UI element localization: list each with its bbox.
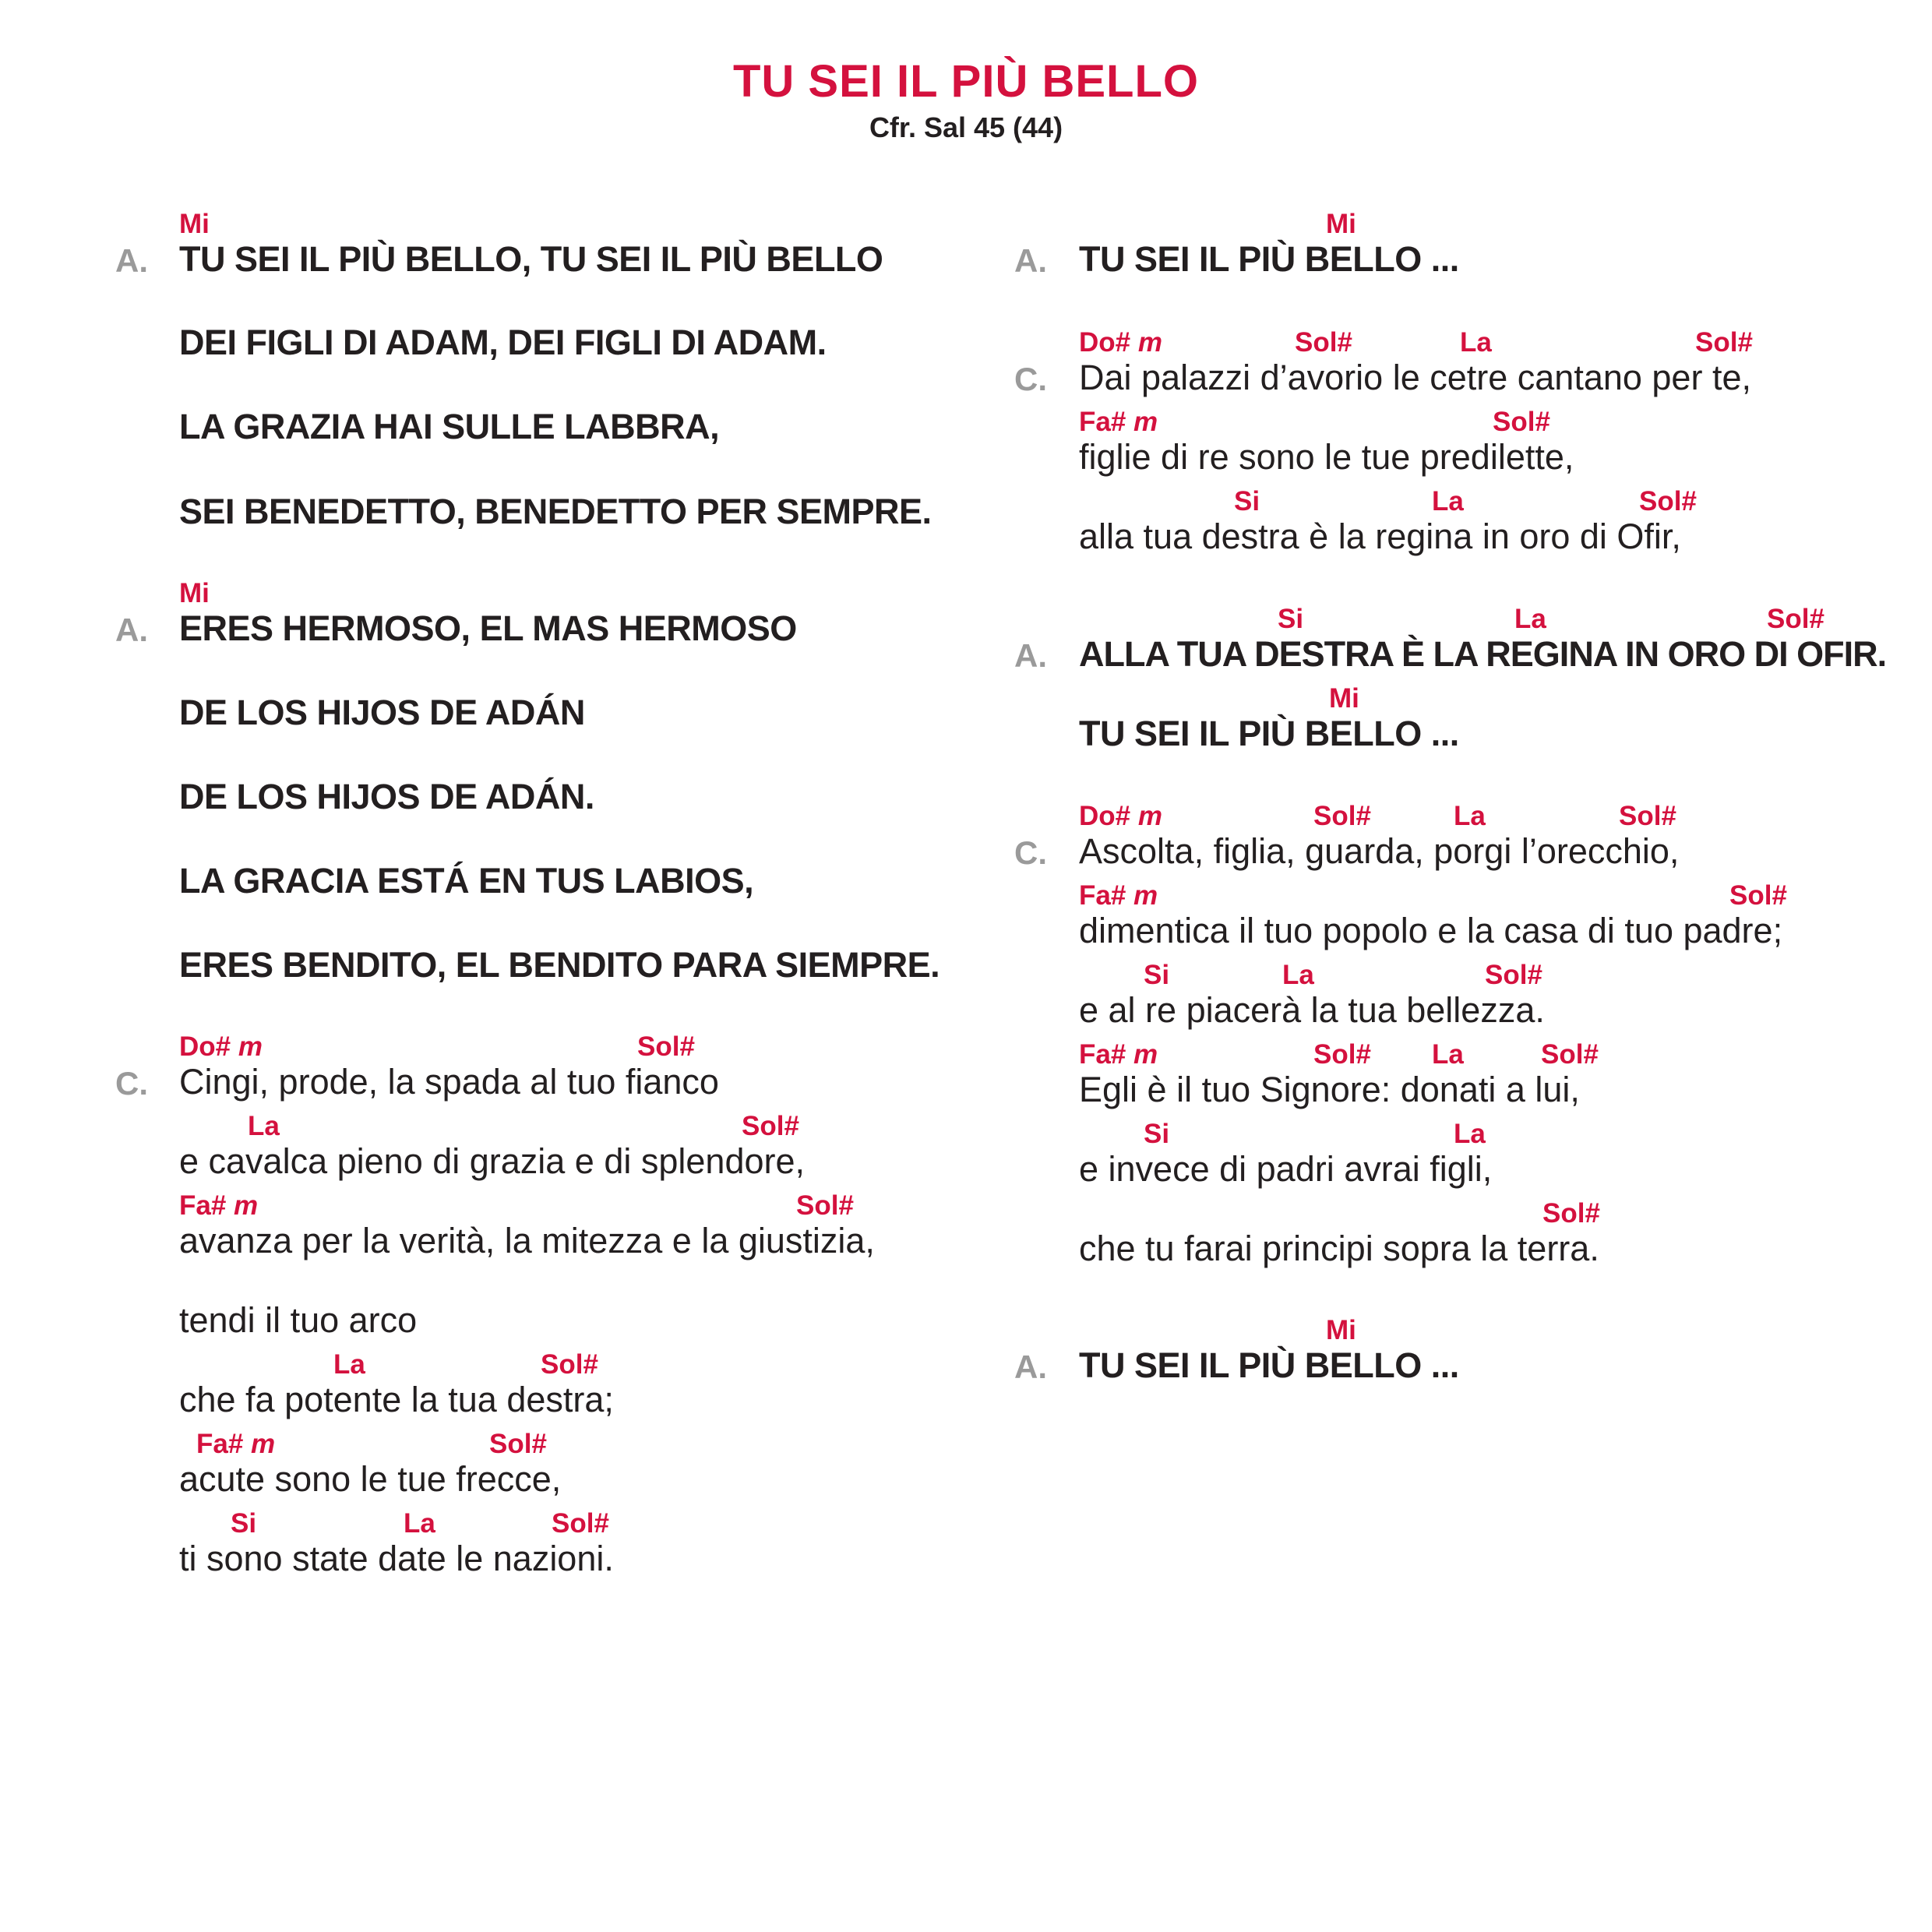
chord: Si [1278,604,1304,634]
verse-line: acute sono le tue frecce, [179,1459,562,1499]
verse-line: Cingi, prode, la spada al tuo fianco [179,1062,719,1102]
chord: Si [1144,960,1170,990]
song-title: TU SEI IL PIÙ BELLO [733,56,1199,107]
chord: Fa# m [179,1190,259,1221]
chord: La [1454,1119,1486,1149]
chord: La [248,1111,280,1141]
antiphon-line: TU SEI IL PIÙ BELLO ... [1079,714,1459,753]
antiphon-marker: A. [1014,1349,1047,1385]
chord: Si [1234,486,1260,516]
antiphon-marker: A. [115,242,148,279]
antiphon-line: DEI FIGLI DI ADAM, DEI FIGLI DI ADAM. [179,323,827,362]
antiphon-line: TU SEI IL PIÙ BELLO ... [1079,1345,1459,1385]
chord: Fa# m [1079,407,1158,437]
chord: Mi [1326,1315,1356,1345]
antiphon-marker: A. [115,612,148,648]
verse-line: avanza per la verità, la mitezza e la giustizia, [179,1221,875,1260]
chord: Sol# [1295,327,1352,358]
antiphon-line: SEI BENEDETTO, BENEDETTO PER SEMPRE. [179,492,932,531]
verse-line: e al re piacerà la tua bellezza. [1079,990,1545,1030]
chord: Sol# [489,1429,547,1459]
chord: Sol# [1542,1198,1600,1229]
page-header [0,55,1932,145]
verse-line: Ascolta, figlia, guarda, porgi l’orecchio, [1079,831,1680,871]
verse-marker: C. [1014,361,1047,397]
chord: Sol# [796,1190,854,1221]
verse-line: Egli è il tuo Signore: donati a lui, [1079,1070,1580,1109]
verse-line: alla tua destra è la regina in oro di Ofir, [1079,516,1681,556]
antiphon-marker: A. [1014,637,1047,674]
verse-line: e invece di padri avrai figli, [1079,1149,1493,1189]
verse-line: e cavalca pieno di grazia e di splendore, [179,1141,806,1181]
antiphon-line: ALLA TUA DESTRA È LA REGINA IN ORO DI OFIR. [1079,634,1887,674]
chord: La [1514,604,1546,634]
chord: Do# m [179,1031,263,1062]
verse-line: figlie di re sono le tue predilette, [1079,437,1574,477]
verse-line: che tu farai principi sopra la terra. [1079,1229,1599,1268]
verse-line: Dai palazzi d’avorio le cetre cantano per te, [1079,358,1751,397]
chord: La [404,1508,435,1539]
chord: Fa# m [1079,1039,1158,1070]
chord: Sol# [1493,407,1550,437]
chord: Si [1144,1119,1170,1149]
chord: Fa# m [1079,880,1158,911]
antiphon-line: ERES HERMOSO, EL MAS HERMOSO [179,608,797,648]
chord: Sol# [1729,880,1787,911]
chord: Sol# [1541,1039,1599,1070]
chord: Sol# [1619,801,1676,831]
chord: Mi [1329,683,1359,714]
chord: Sol# [1695,327,1753,358]
psalm-reference: Cfr. Sal 45 (44) [869,111,1063,143]
antiphon-marker: A. [1014,242,1047,279]
chord: Do# m [1079,801,1162,831]
chord: Sol# [742,1111,799,1141]
chord: Sol# [541,1349,598,1380]
chord: Sol# [552,1508,609,1539]
antiphon-line: LA GRAZIA HAI SULLE LABBRA, [179,407,720,446]
chord: Mi [179,209,210,239]
verse-line: tendi il tuo arco [179,1300,418,1340]
verse-marker: C. [1014,834,1047,871]
chord: Sol# [1485,960,1542,990]
verse-marker: C. [115,1065,148,1102]
chord: Sol# [1639,486,1697,516]
chord: Sol# [1313,801,1371,831]
chord: Mi [1326,209,1356,239]
antiphon-line: LA GRACIA ESTÁ EN TUS LABIOS, [179,861,754,901]
chord: Fa# m [196,1429,276,1459]
chord: La [1432,486,1464,516]
chord: Do# m [1079,327,1162,358]
antiphon-line: ERES BENDITO, EL BENDITO PARA SIEMPRE. [179,945,940,985]
chord: Si [231,1508,257,1539]
chord: Mi [179,578,210,608]
chord: La [1454,801,1486,831]
chord: Sol# [1313,1039,1371,1070]
antiphon-line: TU SEI IL PIÙ BELLO ... [1079,239,1459,279]
verse-line: che fa potente la tua destra; [179,1380,614,1419]
chord: La [1432,1039,1464,1070]
chord: La [333,1349,365,1380]
verse-line: ti sono state date le nazioni. [179,1539,614,1578]
chord: Sol# [1767,604,1824,634]
chord: Sol# [637,1031,695,1062]
antiphon-line: TU SEI IL PIÙ BELLO, TU SEI IL PIÙ BELLO [179,239,883,279]
chord: La [1282,960,1314,990]
chord: La [1460,327,1492,358]
verse-line: dimentica il tuo popolo e la casa di tuo padre; [1079,911,1783,950]
antiphon-line: DE LOS HIJOS DE ADÁN. [179,777,594,816]
antiphon-line: DE LOS HIJOS DE ADÁN [179,693,585,732]
